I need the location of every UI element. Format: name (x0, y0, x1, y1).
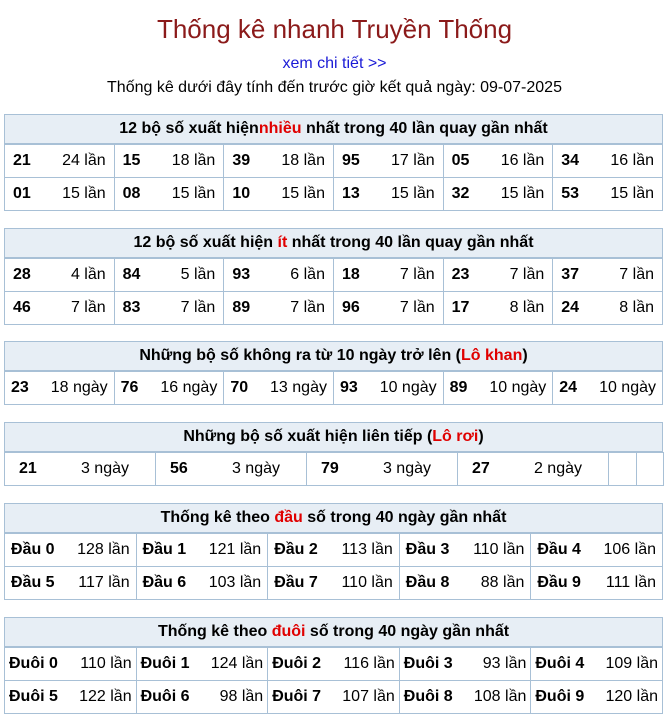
table-cell (553, 372, 663, 405)
table-cell (443, 145, 553, 178)
tail-label: Đuôi 5 (9, 688, 58, 705)
dau-table (4, 533, 663, 600)
lotto-number: 01 (13, 185, 31, 202)
table-cell (224, 145, 334, 178)
table-cell (114, 372, 224, 405)
count: 7 lần (290, 299, 325, 316)
table-cell (553, 259, 663, 292)
section-title-pre: Những bộ số xuất hiện liên tiếp ( (183, 428, 433, 445)
count: 7 lần (70, 299, 106, 316)
days: 10 ngày (489, 379, 547, 396)
table-cell (114, 259, 224, 292)
count: 128 lần (77, 541, 130, 558)
table-cell (531, 648, 663, 681)
count: 15 lần (171, 185, 216, 202)
section-title-pre: Thống kê theo (160, 509, 275, 526)
table-cell (399, 648, 531, 681)
lotto-number: 70 (230, 379, 249, 396)
tail-label: Đuôi 3 (403, 655, 453, 672)
lotto-number: 13 (341, 185, 360, 202)
table-cell (443, 372, 553, 405)
table-cell (333, 145, 443, 178)
most-frequent-section (4, 114, 663, 211)
lotto-number: 10 (232, 185, 251, 202)
section-title-highlight: nhiều (258, 120, 302, 137)
table-cell (114, 178, 224, 211)
count: 24 lần (62, 152, 106, 169)
lotto-number: 05 (451, 152, 470, 169)
count: 113 lần (341, 541, 393, 558)
table-cell (333, 259, 443, 292)
table-row (5, 292, 663, 325)
section-title-highlight: Lô khan (461, 347, 523, 364)
tail-label: Đuôi 2 (272, 655, 322, 672)
tail-label: Đuôi 1 (140, 655, 190, 672)
section-title-highlight: đầu (274, 509, 303, 526)
table-cell (268, 567, 400, 600)
lo-roi-table (4, 452, 664, 486)
count: 4 lần (70, 266, 106, 283)
table-cell (531, 567, 663, 600)
table-cell (333, 292, 443, 325)
section-header (4, 114, 663, 144)
count: 17 lần (391, 152, 435, 169)
table-cell (156, 453, 307, 486)
head-label: Đầu 5 (11, 574, 55, 591)
table-cell (399, 534, 531, 567)
lotto-number: 15 (122, 152, 141, 169)
count: 16 lần (610, 152, 654, 169)
least-frequent-section (4, 228, 663, 325)
tail-label: Đuôi 6 (140, 688, 190, 705)
count: 110 lần (80, 655, 132, 672)
page-title: Thống kê nhanh Truyền Thống (156, 14, 513, 44)
head-label: Đầu 4 (537, 541, 581, 558)
count: 7 lần (509, 266, 545, 283)
table-cell (553, 292, 663, 325)
tail-label: Đuôi 0 (9, 655, 58, 672)
dau-section (4, 503, 663, 600)
head-label: Đầu 6 (142, 574, 187, 591)
count: 117 lần (78, 574, 130, 591)
table-row (5, 372, 663, 405)
table-cell (553, 145, 663, 178)
most-frequent-table (4, 144, 663, 211)
tail-label: Đuôi 4 (535, 655, 585, 672)
lotto-number: 89 (232, 299, 251, 316)
table-cell (399, 681, 531, 714)
table-cell (531, 681, 663, 714)
table-cell (224, 292, 334, 325)
count: 124 lần (210, 655, 264, 672)
lotto-number: 24 (561, 299, 580, 316)
days: 10 ngày (599, 379, 656, 396)
lotto-number: 24 (559, 379, 578, 396)
lotto-number: 37 (561, 266, 580, 283)
lotto-number: 18 (341, 266, 360, 283)
count: 18 lần (281, 152, 325, 169)
section-header (4, 228, 663, 258)
count: 7 lần (399, 299, 435, 316)
table-cell (5, 145, 115, 178)
lo-khan-table (4, 371, 663, 405)
section-title-highlight: Lô rơi (432, 428, 479, 445)
lotto-number: 17 (451, 299, 470, 316)
view-details-link[interactable]: xem chi tiết >> (282, 55, 387, 72)
section-title-post: ) (478, 428, 484, 445)
table-cell (136, 534, 268, 567)
count: 7 lần (619, 266, 654, 283)
lotto-number: 56 (170, 460, 188, 477)
count: 16 lần (500, 152, 545, 169)
table-cell (224, 259, 334, 292)
table-cell (136, 567, 268, 600)
section-header (4, 617, 663, 647)
empty-cell (637, 453, 664, 486)
table-cell (5, 453, 156, 486)
lotto-number: 21 (19, 460, 37, 477)
lotto-number: 96 (341, 299, 360, 316)
count: 8 lần (509, 299, 545, 316)
count: 98 lần (219, 688, 264, 705)
duoi-section (4, 617, 663, 714)
head-label: Đầu 8 (405, 574, 450, 591)
table-cell (399, 567, 531, 600)
lotto-number: 28 (13, 266, 31, 283)
table-cell (224, 178, 334, 211)
count: 5 lần (180, 266, 216, 283)
table-cell (531, 534, 663, 567)
tail-label: Đuôi 8 (403, 688, 453, 705)
count: 6 lần (290, 266, 325, 283)
table-cell (136, 648, 268, 681)
count: 122 lần (79, 688, 132, 705)
count: 121 lần (208, 541, 262, 558)
table-cell (443, 178, 553, 211)
days: 3 ngày (80, 460, 129, 477)
count: 15 lần (500, 185, 545, 202)
table-cell (114, 292, 224, 325)
table-cell (5, 259, 115, 292)
days: 13 ngày (270, 379, 327, 396)
count: 88 lần (480, 574, 525, 591)
section-title-highlight: ít (277, 234, 288, 251)
count: 108 lần (473, 688, 527, 705)
section-title-post: nhất trong 40 lần quay gần nhất (287, 234, 534, 251)
table-cell (5, 292, 115, 325)
count: 111 lần (605, 574, 656, 591)
count: 15 lần (281, 185, 325, 202)
tail-label: Đuôi 7 (272, 688, 322, 705)
days: 2 ngày (533, 460, 582, 477)
count: 116 lần (343, 655, 395, 672)
section-header (4, 503, 663, 533)
count: 110 lần (473, 541, 525, 558)
lotto-number: 93 (339, 379, 358, 396)
count: 15 lần (62, 185, 106, 202)
count: 120 lần (605, 688, 658, 705)
head-label: Đầu 2 (274, 541, 318, 558)
section-title-post: ) (522, 347, 528, 364)
section-title-post: số trong 40 ngày gần nhất (305, 623, 510, 640)
section-title-pre: 12 bộ số xuất hiện (119, 120, 259, 137)
section-title-pre: Những bộ số không ra từ 10 ngày trở lên ( (139, 347, 461, 364)
count: 7 lần (399, 266, 435, 283)
lotto-number: 95 (341, 152, 360, 169)
count: 109 lần (605, 655, 658, 672)
table-cell (268, 681, 400, 714)
section-title-post: số trong 40 ngày gần nhất (302, 509, 507, 526)
table-cell (333, 178, 443, 211)
table-row (5, 178, 663, 211)
lo-roi-section (4, 422, 663, 486)
table-cell (136, 681, 268, 714)
lotto-number: 79 (321, 460, 339, 477)
head-label: Đầu 9 (537, 574, 581, 591)
lo-khan-section (4, 341, 663, 405)
table-row (5, 648, 663, 681)
table-cell (268, 534, 400, 567)
days: 10 ngày (379, 379, 437, 396)
table-cell (333, 372, 443, 405)
lotto-number: 39 (232, 152, 251, 169)
table-cell (553, 178, 663, 211)
lotto-number: 84 (122, 266, 141, 283)
head-label: Đầu 0 (11, 541, 55, 558)
section-header (4, 422, 663, 452)
count: 106 lần (603, 541, 656, 558)
days: 3 ngày (382, 460, 431, 477)
section-header (4, 341, 663, 371)
count: 18 lần (171, 152, 216, 169)
empty-cell (609, 453, 637, 486)
least-frequent-table (4, 258, 663, 325)
lotto-number: 34 (561, 152, 580, 169)
table-cell (5, 178, 115, 211)
table-row (5, 259, 663, 292)
table-cell (5, 534, 137, 567)
days: 18 ngày (50, 379, 108, 396)
lotto-number: 23 (451, 266, 470, 283)
count: 15 lần (610, 185, 654, 202)
count: 93 lần (482, 655, 527, 672)
days: 3 ngày (231, 460, 280, 477)
section-title-pre: 12 bộ số xuất hiện (133, 234, 278, 251)
days: 16 ngày (160, 379, 218, 396)
head-label: Đầu 3 (405, 541, 450, 558)
lotto-number: 83 (122, 299, 141, 316)
count: 110 lần (341, 574, 393, 591)
table-cell (224, 372, 334, 405)
duoi-table (4, 647, 663, 714)
table-row (5, 145, 663, 178)
table-cell (5, 648, 137, 681)
lotto-number: 53 (561, 185, 580, 202)
section-title-highlight: đuôi (271, 623, 306, 640)
count: 103 lần (208, 574, 262, 591)
lotto-number: 27 (472, 460, 490, 477)
table-cell (307, 453, 458, 486)
head-label: Đầu 7 (274, 574, 318, 591)
lotto-number: 46 (13, 299, 31, 316)
lotto-number: 23 (11, 379, 29, 396)
table-cell (5, 681, 137, 714)
table-cell (5, 567, 137, 600)
lotto-number: 89 (449, 379, 468, 396)
table-cell (5, 372, 115, 405)
lotto-number: 76 (120, 379, 139, 396)
table-cell (443, 259, 553, 292)
lotto-number: 32 (451, 185, 470, 202)
count: 15 lần (391, 185, 435, 202)
page-subtitle: Thống kê dưới đây tính đến trước giờ kết quả ngày: 09-07-2025 (107, 79, 562, 96)
table-cell (114, 145, 224, 178)
lotto-number: 21 (13, 152, 31, 169)
table-row (5, 681, 663, 714)
count: 8 lần (619, 299, 654, 316)
count: 7 lần (180, 299, 216, 316)
lotto-number: 93 (232, 266, 251, 283)
table-cell (443, 292, 553, 325)
tail-label: Đuôi 9 (535, 688, 585, 705)
table-row (5, 534, 663, 567)
table-row (5, 567, 663, 600)
lotto-number: 08 (122, 185, 141, 202)
head-label: Đầu 1 (142, 541, 187, 558)
table-cell (268, 648, 400, 681)
table-cell (458, 453, 609, 486)
table-row (5, 453, 664, 486)
section-title-pre: Thống kê theo (157, 623, 272, 640)
section-title-post: nhất trong 40 lần quay gần nhất (301, 120, 548, 137)
count: 107 lần (342, 688, 395, 705)
